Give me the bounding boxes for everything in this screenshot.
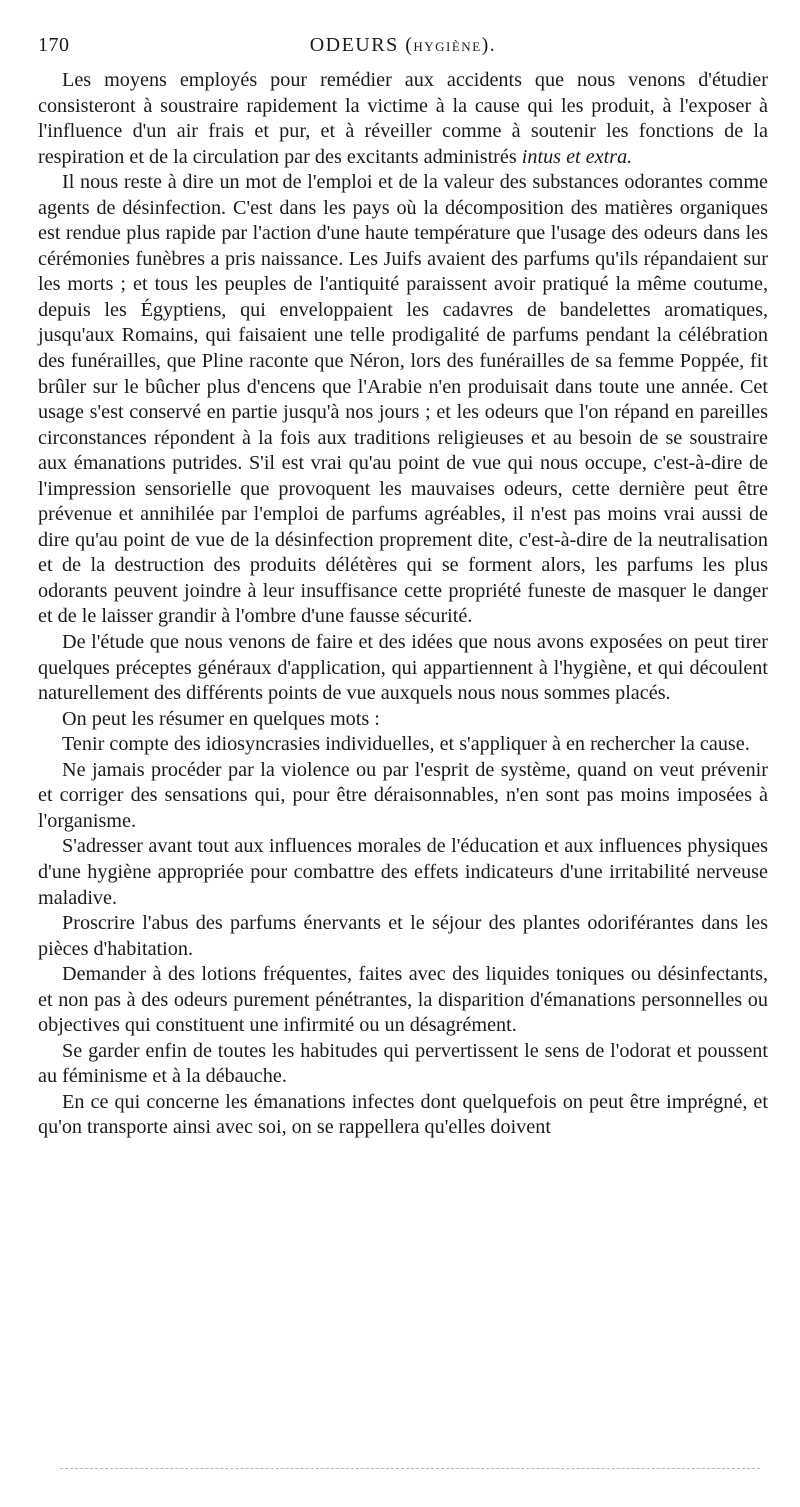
paragraph: Se garder enfin de toutes les habitudes qui pervertissent le sens de l'odorat et poussent au féminisme et à la débauche. xyxy=(38,1039,768,1088)
page-number: 170 xyxy=(38,34,70,56)
body-text xyxy=(38,68,768,1141)
paragraph: Tenir compte des idiosyncrasies individuelles, et s'appliquer à en rechercher la cause. xyxy=(62,733,750,756)
paragraph-text: Les moyens employés pour remédier aux accidents que nous venons d'étudier consisteront à soustraire rapidement la victime à la cause qui les produit, à l'exposer à l'influence d'un air frais et pur, et à réveiller comme à soutenir les fonctions de la respiration et de la circulation par des excitants administrés xyxy=(38,69,768,168)
page-header xyxy=(38,30,768,60)
paragraph: S'adresser avant tout aux influences morales de l'éducation et aux influences physiques d'une hygiène appropriée pour combattre des effets indicateurs d'une irritabilité nerveuse maladive. xyxy=(38,835,768,909)
paragraph: De l'étude que nous venons de faire et des idées que nous avons exposées on peut tirer quelques préceptes généraux d'application, qui appartiennent à l'hygiène, et qui découlent naturellement des différents points de vue auxquels nous nous sommes placés. xyxy=(38,631,768,705)
paragraph: On peut les résumer en quelques mots : xyxy=(62,707,380,730)
running-head: ODEURS (HYGIÈNE). xyxy=(309,34,497,56)
paragraph-italic: intus et extra. xyxy=(521,145,633,168)
running-head-subtitle: HYGIÈNE xyxy=(413,39,482,54)
page xyxy=(38,30,768,1141)
paragraph: En ce qui concerne les émanations infectes dont quelquefois on peut être imprégné, et qu'on transporte ainsi avec soi, on se rappellera qu'elles doivent xyxy=(38,1090,768,1139)
running-head-title: ODEURS xyxy=(309,34,399,56)
paragraph: Il nous reste à dire un mot de l'emploi et de la valeur des substances odorantes comme agents de désinfection. C'est dans les pays où la décomposition des matières organiques est rendue plus rapide par l'action d'une haute température que l'usage des odeurs dans les cérémonies funèbres a pris naissance. Les Juifs avaient des parfums qu'ils répandaient sur les morts ; et tous les peuples de l'antiquité paraissent avoir pratiqué la même coutume, depuis les Égyptiens, qui enveloppaient les cadavres de bandelettes aromatiques, jusqu'aux Romains, qui faisaient une telle prodigalité de parfums pendant la célébration des funérailles, que Pline raconte que Néron, lors des funérailles de sa femme Poppée, fit brûler sur le bûcher plus d'encens que l'Arabie n'en produisait dans toute une année. Cet usage s'est conservé en partie jusqu'à nos jours ; et les odeurs que l'on répand en pareilles circonstances répondent à la fois aux traditions religieuses et au besoin de se soustraire aux émanations putrides. S'il est vrai qu'au point de vue qui nous occupe, c'est-à-dire de l'impression sensorielle que provoquent les mauvaises odeurs, cette dernière peut être prévenue et annihilée par l'emploi de parfums agréables, il n'est pas moins vrai aussi de dire qu'au point de vue de la désinfection proprement dite, c'est-à-dire de la neutralisation et de la destruction des produits délétères qui se forment alors, les parfums les plus odorants peuvent joindre à leur insuffisance cette propriété funeste de masquer le danger et de le laisser grandir à l'ombre d'une fausse sécurité. xyxy=(38,171,768,628)
paragraph: Proscrire l'abus des parfums énervants et le séjour des plantes odoriférantes dans les pièces d'habitation. xyxy=(38,912,768,960)
footer-rule xyxy=(60,1468,760,1469)
paragraph: Demander à des lotions fréquentes, faites avec des liquides toniques ou désinfectants, et non pas à des odeurs purement pénétrantes, la disparition d'émanations personnelles ou objectives qui constituent une infirmité ou un désagrément. xyxy=(38,963,768,1037)
paragraph xyxy=(38,68,768,170)
paragraph: Ne jamais procéder par la violence ou par l'esprit de système, quand on veut prévenir et corriger des sensations qui, pour être déraisonnables, n'en sont pas moins imposées à l'organisme. xyxy=(38,758,768,832)
